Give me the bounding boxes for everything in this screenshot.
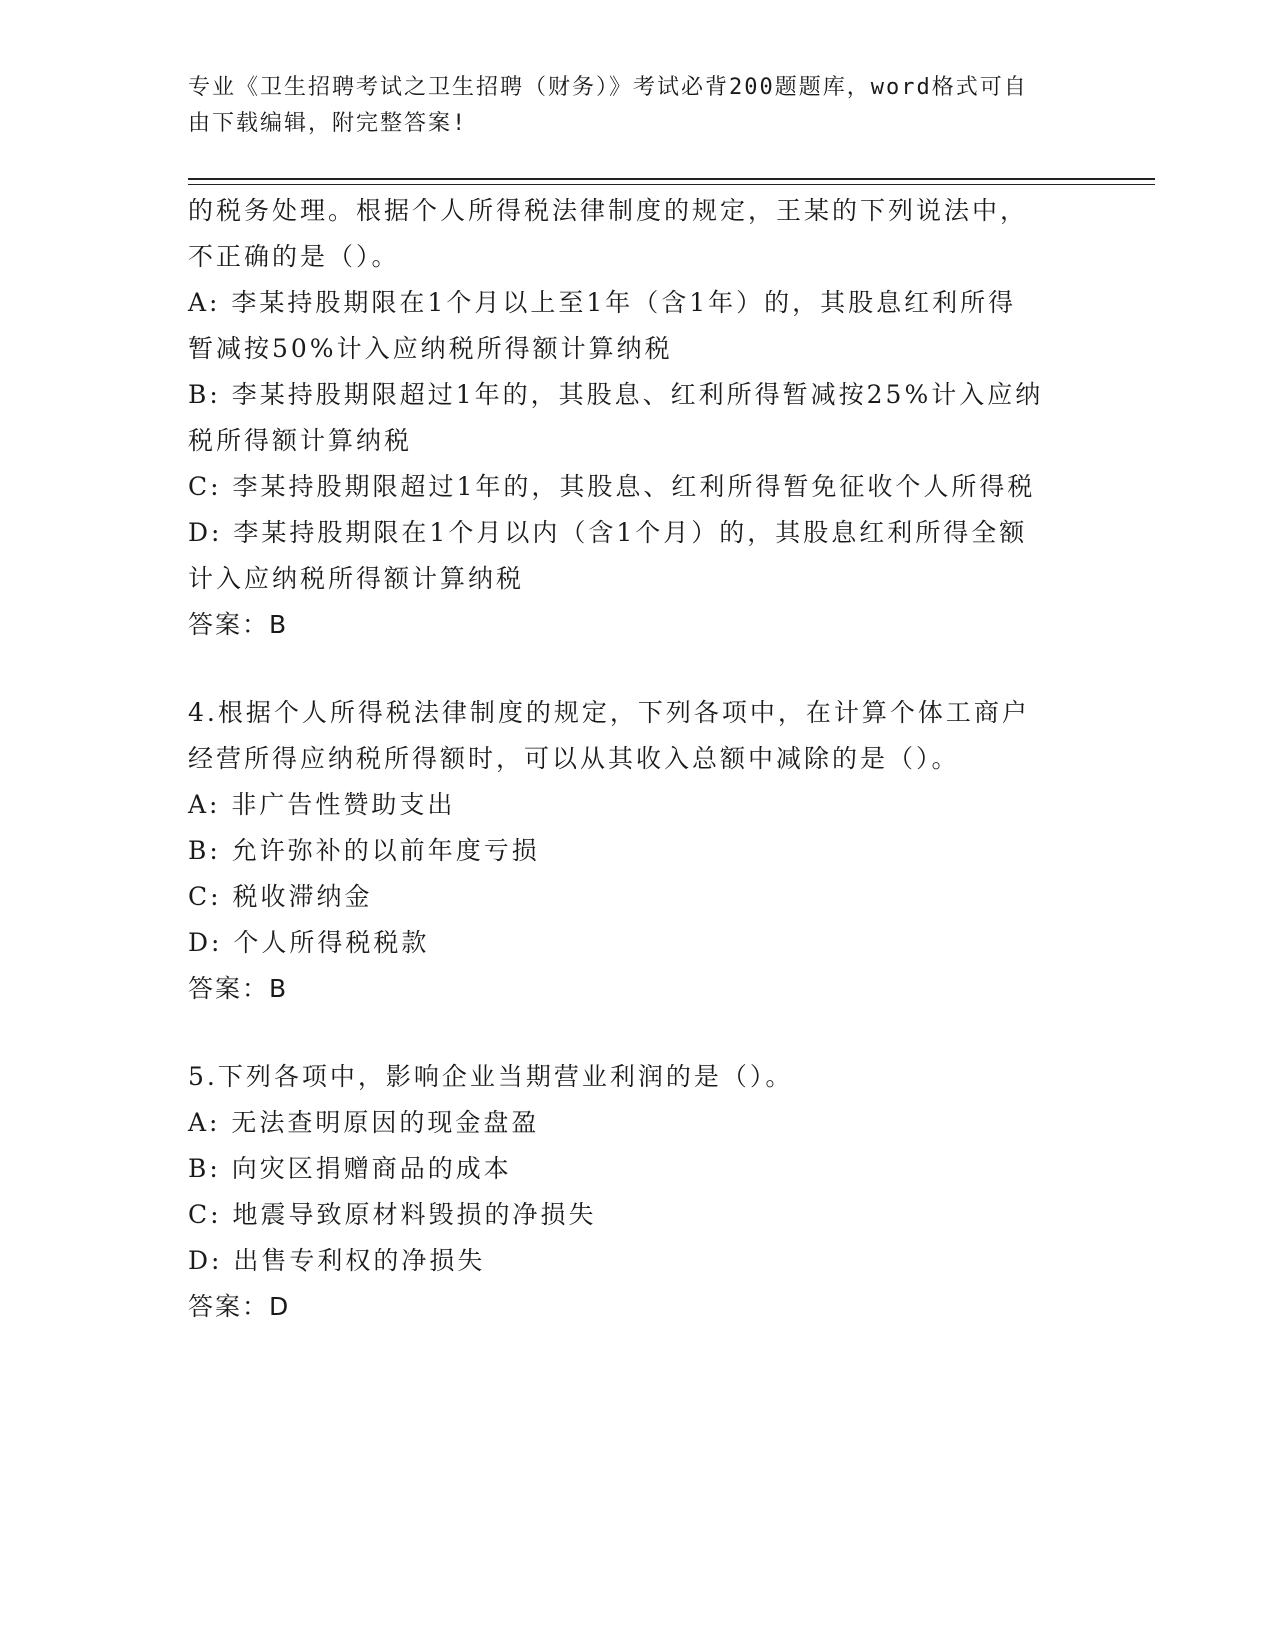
option-c: C: 地震导致原材料毁损的净损失 [188,1200,597,1229]
question-4 [188,690,1088,1012]
question-text-line: 经营所得应纳税所得额时，可以从其收入总额中减除的是（）。 [188,744,960,773]
option-d: D: 个人所得税税款 [188,928,430,957]
question-5 [188,1054,1088,1330]
option-c: C: 税收滞纳金 [188,882,373,911]
option-d: D: 出售专利权的净损失 [188,1246,486,1275]
answer-label: 答案：B [188,610,289,639]
option-b-line: B: 李某持股期限超过1年的，其股息、红利所得暂减按25%计入应纳 [188,380,1044,409]
question-text-line: 5.下列各项中，影响企业当期营业利润的是（）。 [188,1062,794,1091]
header-line-1: 专业《卫生招聘考试之卫生招聘（财务）》考试必背200题题库，word格式可自 [188,75,1028,100]
header-rule-thick [188,178,1155,180]
option-a: A: 无法查明原因的现金盘盈 [188,1108,540,1137]
answer-label: 答案：B [188,974,289,1003]
option-a-line: 暂减按50%计入应纳税所得额计算纳税 [188,334,673,363]
header-rule-thin [188,184,1155,185]
option-b: B: 允许弥补的以前年度亏损 [188,836,540,865]
answer-label: 答案：D [188,1292,291,1321]
spacer [188,648,1088,690]
option-b: B: 向灾区捐赠商品的成本 [188,1154,512,1183]
option-a-line: A: 李某持股期限在1个月以上至1年（含1年）的，其股息红利所得 [188,288,1017,317]
option-d-line: D: 李某持股期限在1个月以内（含1个月）的，其股息红利所得全额 [188,518,1028,547]
document-header [188,70,1088,142]
option-d-line: 计入应纳税所得额计算纳税 [188,564,525,593]
option-a: A: 非广告性赞助支出 [188,790,456,819]
spacer [188,1012,1088,1054]
header-line-2: 由下载编辑，附完整答案! [188,111,468,136]
document-body [188,188,1088,1330]
question-3 [188,188,1088,648]
option-b-line: 税所得额计算纳税 [188,426,413,455]
option-c-line: C: 李某持股期限超过1年的，其股息、红利所得暂免征收个人所得税 [188,472,1036,501]
question-text-line: 4.根据个人所得税法律制度的规定，下列各项中，在计算个体工商户 [188,698,1030,727]
question-text-line: 不正确的是（）。 [188,242,400,271]
question-text-line: 的税务处理。根据个人所得税法律制度的规定，王某的下列说法中， [188,196,1029,225]
